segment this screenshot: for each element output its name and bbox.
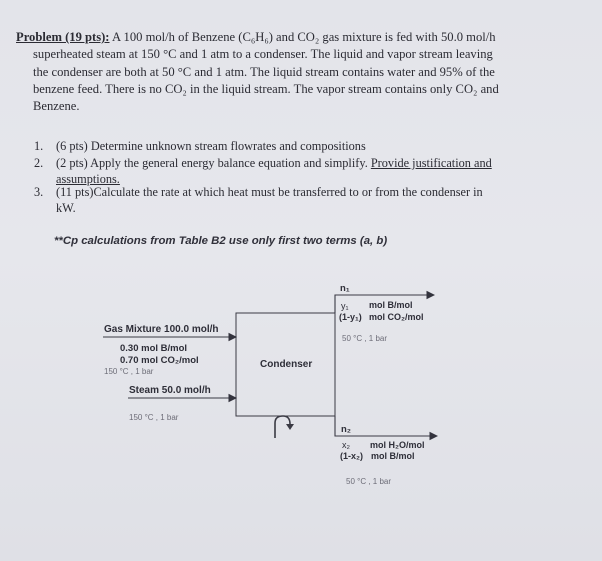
steam-conditions: 150 °C , 1 bar — [129, 413, 179, 422]
gas-mixture-comp-co2: 0.70 mol CO₂/mol — [120, 355, 199, 366]
vapor-flow-label: n₁ — [340, 283, 350, 294]
problem-line-4: benzene feed. There is no CO₂ in the liquid stream. The vapor stream contains only CO₂ and — [33, 81, 499, 96]
vapor-frac2-symbol: (1-y₁) — [339, 312, 362, 322]
vapor-conditions: 50 °C , 1 bar — [342, 334, 387, 343]
liquid-conditions: 50 °C , 1 bar — [346, 477, 391, 486]
heat-transfer-arrow — [275, 416, 290, 438]
heat-arrow-head — [286, 424, 294, 430]
vapor-frac1-label: mol B/mol — [369, 300, 413, 310]
problem-line-3: the condenser are both at 50 °C and 1 atm. The liquid stream contains water and 95% of the — [33, 64, 495, 79]
question-1: 1. (6 pts) Determine unknown stream flowrates and compositions — [34, 139, 366, 153]
gas-mixture-conditions: 150 °C , 1 bar — [104, 367, 154, 376]
liquid-frac1-symbol: x₂ — [342, 440, 350, 450]
liquid-frac2-label: mol B/mol — [371, 451, 415, 461]
condenser-label: Condenser — [260, 359, 313, 370]
question-2: 2. (2 pts) Apply the general energy balance equation and simplify. Provide justification and assumptions. — [34, 156, 492, 186]
problem-line-5: Benzene. — [33, 99, 80, 114]
steam-title: Steam 50.0 mol/h — [129, 385, 211, 396]
vapor-frac2-label: mol CO₂/mol — [369, 312, 424, 322]
problem-line-2: superheated steam at 150 °C and 1 atm to a condenser. The liquid and vapor stream leaving — [33, 47, 493, 62]
liquid-frac2-symbol: (1-x₂) — [340, 451, 364, 461]
problem-line-1: Problem (19 pts): A 100 mol/h of Benzene (C₆H₆) and CO₂ gas mixture is fed with 50.0 mol/h — [16, 30, 496, 44]
gas-mixture-title: Gas Mixture 100.0 mol/h — [104, 324, 219, 335]
vapor-frac1-symbol: y₁ — [341, 301, 349, 311]
liquid-frac1-label: mol H₂O/mol — [370, 440, 425, 450]
liquid-flow-label: n₂ — [341, 424, 352, 435]
cp-note: **Cp calculations from Table B2 use only first two terms (a, b) — [54, 235, 388, 247]
gas-mixture-comp-benzene: 0.30 mol B/mol — [120, 343, 188, 354]
question-3: 3. (11 pts)Calculate the rate at which heat must be transferred to or from the condenser in kW. — [34, 185, 483, 215]
problem-heading: Problem (19 pts): — [16, 30, 110, 44]
